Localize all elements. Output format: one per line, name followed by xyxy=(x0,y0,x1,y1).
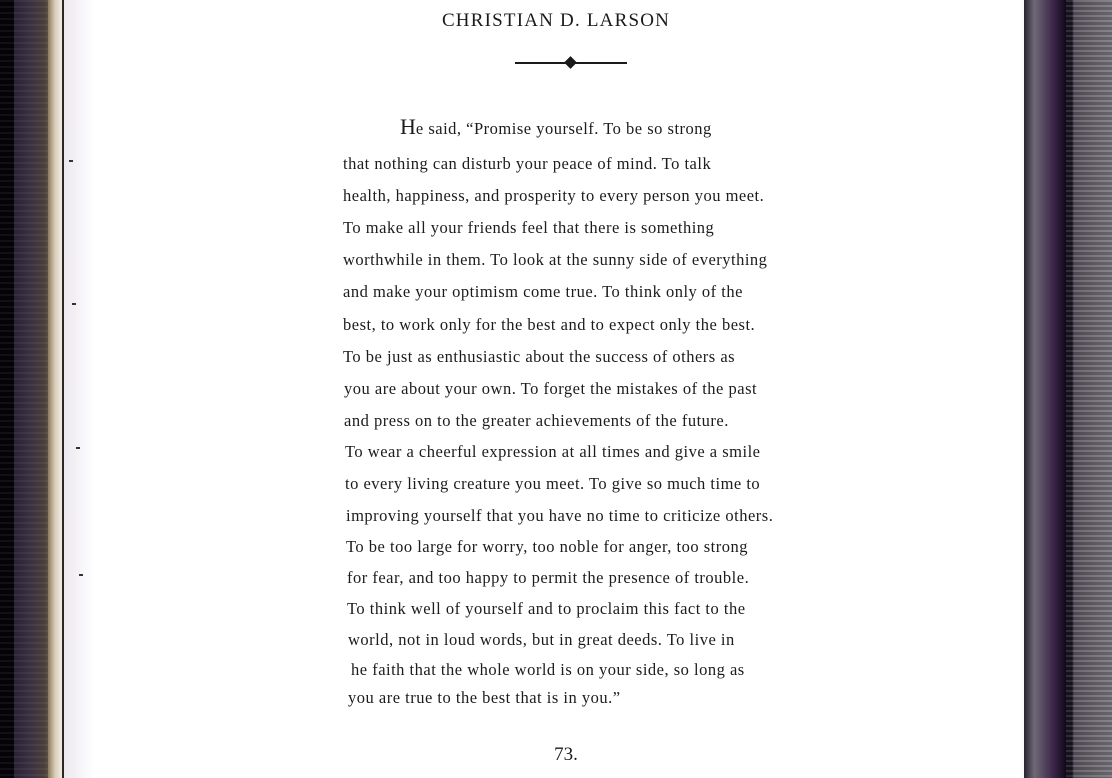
text-line: and make your optimism come true. To think only of the xyxy=(343,282,743,301)
text-line-content: e said, “Promise yourself. To be so strong xyxy=(415,119,712,138)
text-line: To make all your friends feel that there is something xyxy=(343,218,715,237)
text-line: To be too large for worry, too noble for anger, too strong xyxy=(346,537,749,556)
page-gutter-shadow xyxy=(64,0,94,778)
frame-left-edge xyxy=(48,0,62,778)
text-line: that nothing can disturb your peace of mind. To talk xyxy=(343,154,712,173)
text-line: worthwhile in them. To look at the sunny side of everything xyxy=(343,250,768,269)
text-line: To think well of yourself and to proclaim this fact to the xyxy=(347,599,746,618)
margin-mark xyxy=(72,303,76,305)
margin-mark xyxy=(79,574,83,576)
frame-left-line xyxy=(62,0,64,778)
text-line: he faith that the whole world is on your side, so long as xyxy=(351,660,745,679)
text-line: you are about your own. To forget the mistakes of the past xyxy=(344,379,758,398)
frame-right-wood xyxy=(1066,0,1112,778)
text-line: health, happiness, and prosperity to every person you meet. xyxy=(343,186,765,205)
margin-mark xyxy=(76,447,80,449)
text-line: best, to work only for the best and to expect only the best. xyxy=(343,315,756,334)
rule-with-diamond-icon xyxy=(515,57,627,69)
frame-right-shadow xyxy=(1020,0,1068,778)
margin-mark xyxy=(69,160,73,162)
page-number: 73. xyxy=(554,744,578,765)
frame-left-wood xyxy=(0,0,52,778)
text-line: for fear, and too happy to permit the presence of trouble. xyxy=(347,568,750,587)
text-line: world, not in loud words, but in great deeds. To live in xyxy=(348,630,735,649)
text-line: to every living creature you meet. To give so much time to xyxy=(345,474,761,493)
text-line: and press on to the greater achievements of the future. xyxy=(344,411,729,430)
drop-cap: H xyxy=(400,114,416,139)
ornament-diamond xyxy=(564,56,577,69)
text-line: you are true to the best that is in you.” xyxy=(348,688,621,707)
text-line xyxy=(400,114,712,140)
running-head: CHRISTIAN D. LARSON xyxy=(441,10,671,31)
text-line: improving yourself that you have no time to criticize others. xyxy=(346,506,774,525)
text-line: To wear a cheerful expression at all times and give a smile xyxy=(345,442,761,461)
text-line: To be just as enthusiastic about the success of others as xyxy=(343,347,736,366)
